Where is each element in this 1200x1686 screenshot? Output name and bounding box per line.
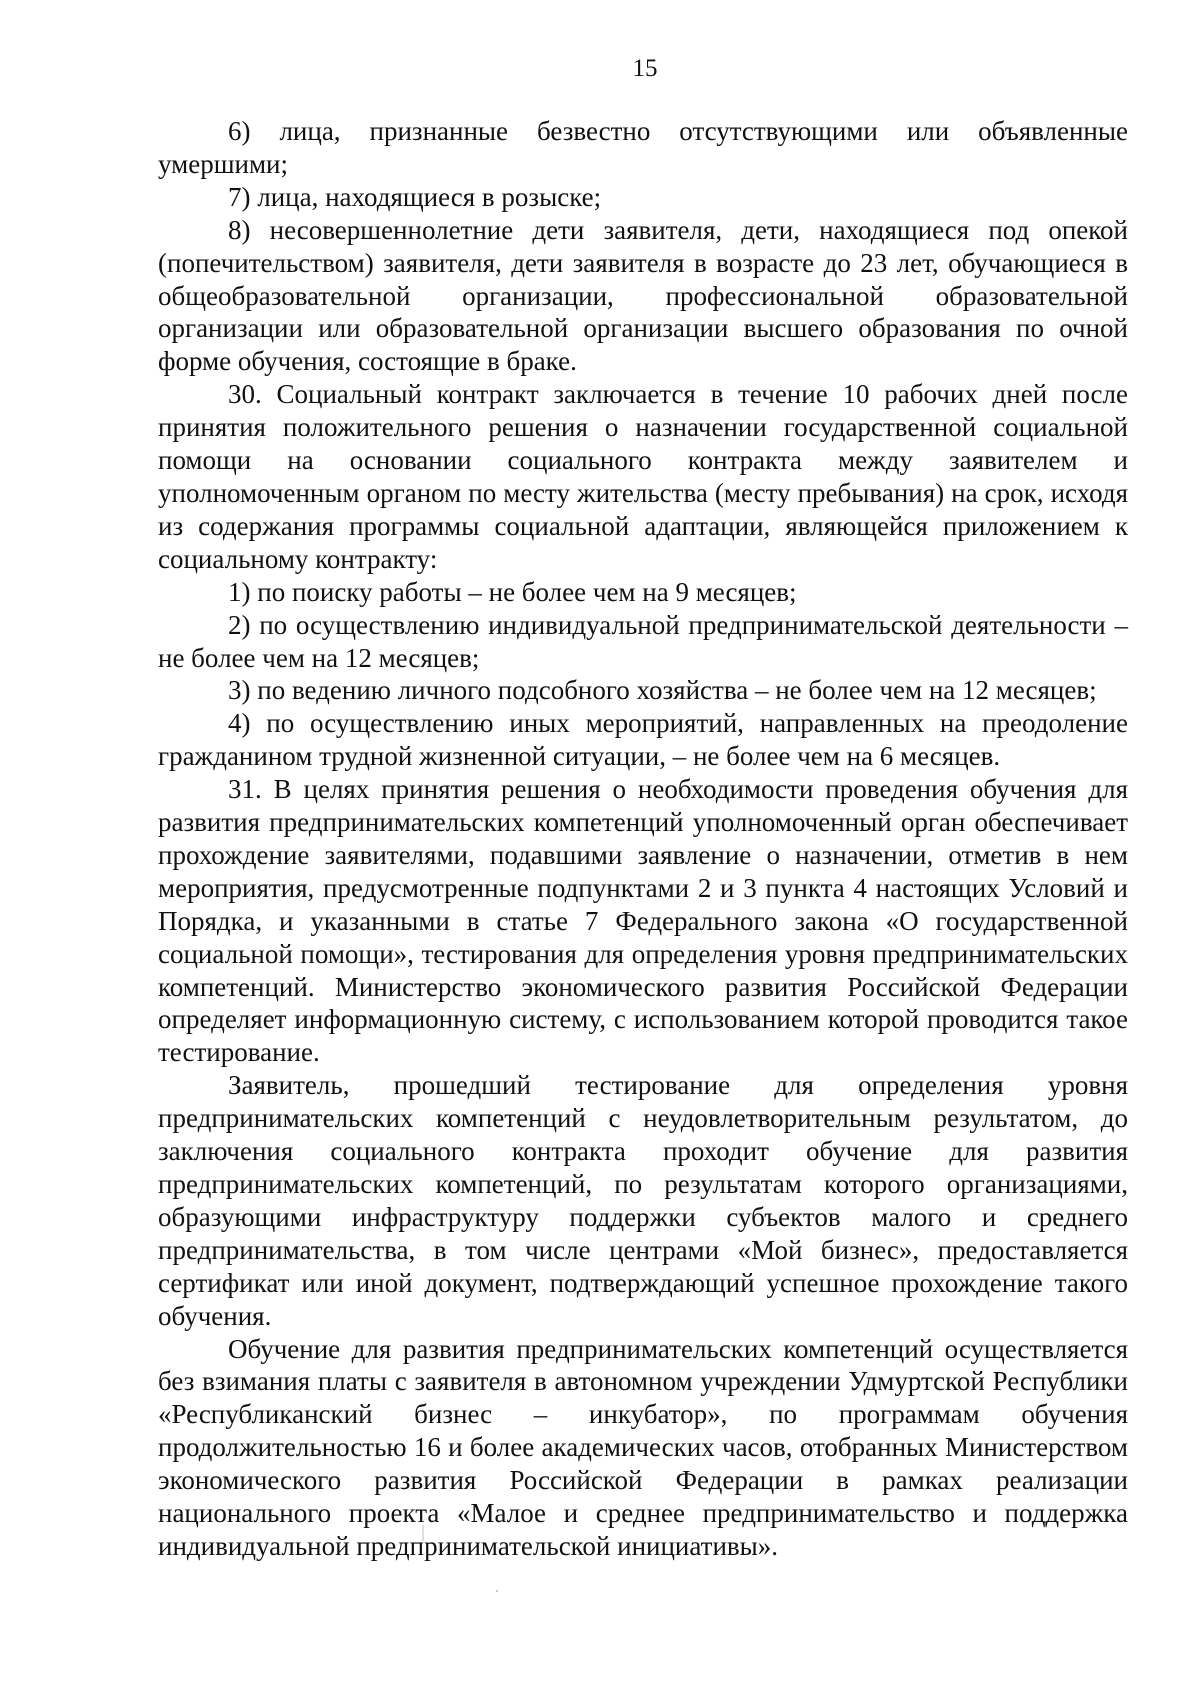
paragraph-item-7: 7) лица, находящиеся в розыске;	[228, 181, 602, 212]
paragraph-item-6: 6) лица, признанные безвестно отсутствующими или объявленные умершими;	[158, 116, 1128, 179]
document-body	[158, 115, 1128, 1563]
paragraph-clause-31: 31. В целях принятия решения о необходимости проведения обучения для развития предпринимательских компетенций уполномоченный орган обеспечивает прохождение заявителями, подавшими заявление о назначении, отметив в нем мероприятия, предусмотренные подпунктами 2 и 3 пункта 4 настоящих Условий и Порядка, и указанными в статье 7 Федерального закона «О государственной социальной помощи», тестирования для определения уровня предпринимательских компетенций. Министерство экономического развития Российской Федерации определяет информационную систему, с использованием которой проводится такое тестирование.	[158, 774, 1128, 1068]
paragraph-term-4: 4) по осуществлению иных мероприятий, направленных на преодоление гражданином трудной жизненной ситуации, – не более чем на 6 месяцев.	[158, 708, 1128, 772]
paragraph-term-2: 2) по осуществлению индивидуальной предпринимательской деятельности – не более чем на 12 месяцев;	[158, 609, 1128, 673]
paragraph-clause-30: 30. Социальный контракт заключается в течение 10 рабочих дней после принятия положительного решения о назначении государственной социальной помощи на основании социального контракта между заявителем и уполномоченным органом по месту жительства (месту пребывания) на срок, исходя из содержания программы социальной адаптации, являющейся приложением к социальному контракту:	[158, 379, 1128, 574]
paragraph-applicant-testing: Заявитель, прошедший тестирование для определения уровня предпринимательских компетенций с неудовлетворительным результатом, до заключения социального контракта проходит обучение для развития предпринимательских компетенций, по результатам которого организациями, образующими инфраструктуру поддержки субъектов малого и среднего предпринимательства, в том числе центрами «Мой бизнес», предоставляется сертификат или иной документ, подтверждающий успешное прохождение такого обучения.	[158, 1070, 1128, 1331]
scan-dot	[496, 1590, 498, 1592]
paragraph-term-3: 3) по ведению личного подсобного хозяйства – не более чем на 12 месяцев;	[228, 675, 1097, 706]
paragraph-item-8: 8) несовершеннолетние дети заявителя, дети, находящиеся под опекой (попечительством) заявителя, дети заявителя в возрасте до 23 лет, обучающиеся в общеобразовательной организации, профессиональной образовательной организации или образовательной организации высшего образования по очной форме обучения, состоящие в браке.	[158, 214, 1128, 377]
paragraph-term-1: 1) по поиску работы – не более чем на 9 месяцев;	[228, 576, 797, 607]
page-number: 15	[632, 55, 658, 82]
paragraph-training: Обучение для развития предпринимательских компетенций осуществляется без взимания платы с заявителя в автономном учреждении Удмуртской Республики «Республиканский бизнес – инкубатор», по программам обучения продолжительностью 16 и более академических часов, отобранных Министерством экономического развития Российской Федерации в рамках реализации национального проекта «Малое и среднее предпринимательство и поддержка индивидуальной предпринимательской инициативы».	[158, 1333, 1128, 1561]
